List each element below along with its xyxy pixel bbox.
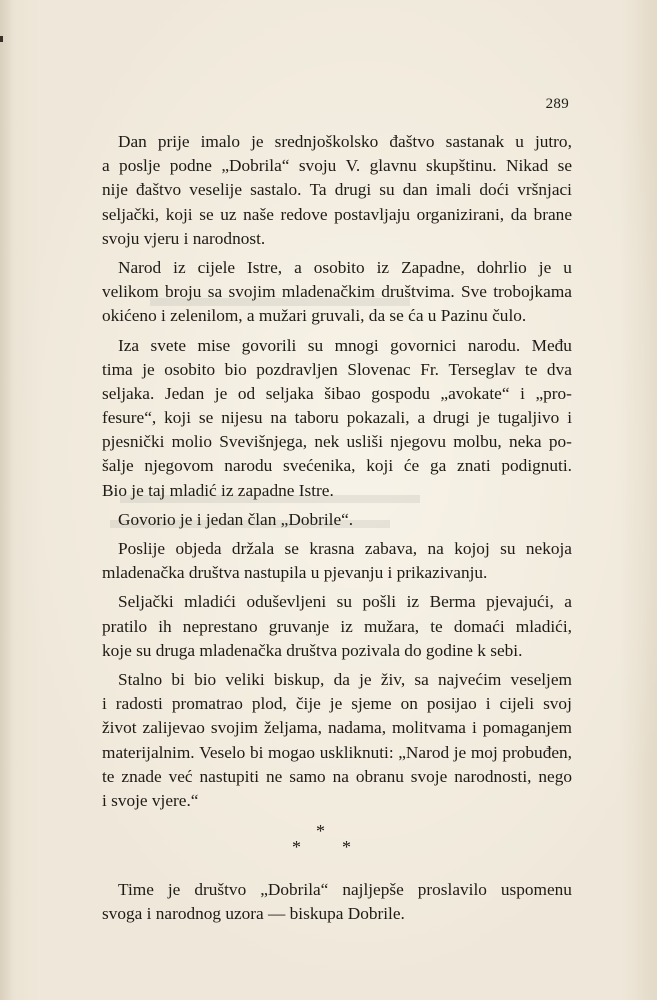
text-line: i svoje vjere.“	[102, 790, 199, 810]
text-line: okićeno i zelenilom, a mužari gruvali, da se ća u Pazinu čulo.	[102, 306, 527, 326]
text-line: svoju vjeru i narodnost.	[102, 228, 266, 248]
section-separator	[102, 818, 572, 864]
paragraph	[102, 590, 572, 663]
text-line: seljaka. Jedan je od seljaka šibao gospodu „avokate“ i „pro-	[102, 383, 572, 403]
separator-star: *	[316, 821, 325, 842]
paragraph	[102, 130, 572, 251]
text-line: Time je društvo „Dobrila“ najljepše proslavilo uspomenu	[118, 880, 572, 900]
text-line: svoga i narodnog uzora — biskupa Dobrile.	[102, 904, 405, 924]
text-line: mladenačka društva nastupila u pjevanju i prikazivanju.	[102, 563, 488, 583]
text-line: seljački, koji se uz naše redove postavljaju organizirani, da brane	[102, 204, 572, 224]
text-line: Narod iz cijele Istre, a osobito iz Zapadne, dohrlio je u	[118, 257, 572, 277]
text-line: pratilo ih neprestano gruvanje iz mužara, te domaći mladići,	[102, 616, 572, 636]
text-line: Seljački mladići oduševljeni su pošli iz Berma pjevajući, a	[118, 592, 572, 612]
page-number: 289	[545, 96, 569, 112]
text-line: pjesnički molio Svevišnjega, nek usliši njegovu molbu, neka po-	[102, 432, 572, 452]
closing-paragraph	[102, 878, 572, 926]
paragraph	[102, 256, 572, 329]
text-line: Bio je taj mladić iz zapadne Istre.	[102, 480, 334, 500]
text-line: Govorio je i jedan član „Dobrile“.	[118, 509, 354, 529]
text-line: život zalijevao svojim željama, nadama, molitvama i pomaganjem	[102, 718, 572, 738]
paragraph	[102, 668, 572, 813]
text-line: a poslje podne „Dobrila“ svoju V. glavnu skupštinu. Nikad se	[102, 156, 572, 176]
paragraph	[102, 878, 572, 926]
paragraph	[102, 334, 572, 503]
text-line: šalje njegovom narodu svećenika, koji će ga znati podignuti.	[102, 456, 572, 476]
text-line: tima je osobito bio pozdravljen Slovenac Fr. Terseglav te dva	[102, 359, 572, 379]
text-line: Iza svete mise govorili su mnogi govornici narodu. Među	[118, 335, 572, 355]
paragraph	[102, 508, 572, 532]
separator-star: *	[342, 837, 351, 858]
text-line: fesure“, koji se nijesu na taboru pokazali, a drugi je tugaljivo i	[102, 408, 572, 428]
text-line: Stalno bi bio veliki biskup, da je živ, sa najvećim veseljem	[118, 669, 572, 689]
text-line: koje su druga mladenačka društva pozivala do godine k sebi.	[102, 640, 523, 660]
body-text	[102, 130, 572, 931]
text-line: materijalnim. Veselo bi mogao uskliknuti: „Narod je moj probuđen,	[102, 742, 572, 762]
separator-star: *	[292, 837, 301, 858]
text-line: velikom broju sa svojim mladenačkim društvima. Sve trobojkama	[102, 282, 572, 302]
text-line: i radosti promatrao plod, čije je sjeme on posijao i cijeli svoj	[102, 694, 572, 714]
text-line: Dan prije imalo je srednjoškolsko đaštvo sastanak u jutro,	[118, 132, 572, 151]
paragraph-list	[102, 130, 572, 813]
text-line: te znade već nastupiti ne samo na obranu svoje narodnosti, nego	[102, 766, 572, 786]
margin-ink-mark	[0, 36, 3, 42]
text-line: nije đaštvo veselije sastalo. Ta drugi su dan imali doći vršnjaci	[102, 180, 572, 200]
paragraph	[102, 537, 572, 585]
text-line: Poslije objeda držala se krasna zabava, na kojoj su nekoja	[118, 539, 572, 558]
